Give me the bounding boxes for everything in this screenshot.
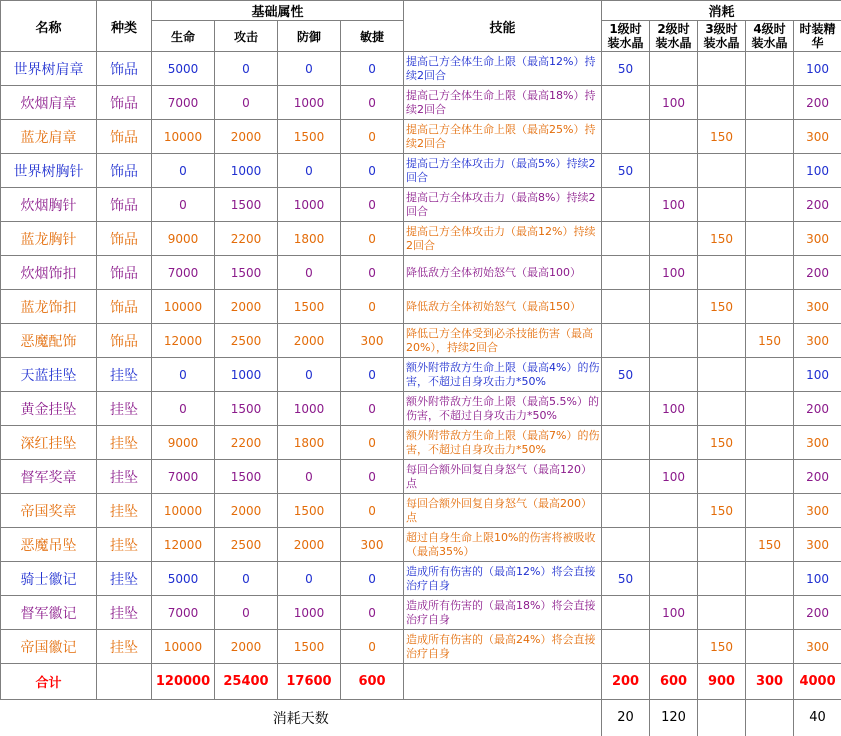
item-atk: 0 bbox=[215, 562, 278, 596]
item-cost-lv3 bbox=[698, 460, 746, 494]
item-name: 督军奖章 bbox=[1, 460, 97, 494]
item-name: 炊烟饰扣 bbox=[1, 256, 97, 290]
item-type: 挂坠 bbox=[97, 426, 152, 460]
item-essence: 200 bbox=[794, 460, 841, 494]
table-row bbox=[1, 596, 841, 630]
item-cost-lv4 bbox=[746, 562, 794, 596]
header-lv3-line2: 装水晶 bbox=[704, 36, 740, 50]
item-hp: 0 bbox=[152, 392, 215, 426]
item-cost-lv2 bbox=[650, 528, 698, 562]
item-cost-lv1 bbox=[602, 290, 650, 324]
item-essence: 200 bbox=[794, 596, 841, 630]
item-cost-lv3 bbox=[698, 392, 746, 426]
item-def: 1000 bbox=[278, 86, 341, 120]
table-row bbox=[1, 562, 841, 596]
item-cost-lv2: 100 bbox=[650, 86, 698, 120]
item-cost-lv1 bbox=[602, 392, 650, 426]
item-cost-lv3 bbox=[698, 188, 746, 222]
item-name: 帝国徽记 bbox=[1, 630, 97, 664]
total-row bbox=[1, 664, 841, 700]
item-cost-lv3 bbox=[698, 52, 746, 86]
table-row bbox=[1, 392, 841, 426]
total-skill bbox=[404, 664, 602, 700]
item-def: 1800 bbox=[278, 426, 341, 460]
item-def: 1500 bbox=[278, 290, 341, 324]
item-atk: 2200 bbox=[215, 426, 278, 460]
item-cost-lv2 bbox=[650, 562, 698, 596]
header-lv3-line1: 3级时 bbox=[705, 22, 737, 36]
header-atk: 攻击 bbox=[215, 21, 278, 52]
item-type: 饰品 bbox=[97, 120, 152, 154]
item-type: 挂坠 bbox=[97, 630, 152, 664]
item-hp: 12000 bbox=[152, 324, 215, 358]
item-type: 饰品 bbox=[97, 256, 152, 290]
item-cost-lv2 bbox=[650, 52, 698, 86]
item-cost-lv2 bbox=[650, 494, 698, 528]
header-lv2 bbox=[650, 21, 698, 52]
item-def: 1000 bbox=[278, 596, 341, 630]
item-cost-lv4 bbox=[746, 494, 794, 528]
item-cost-lv2 bbox=[650, 426, 698, 460]
item-cost-lv4 bbox=[746, 86, 794, 120]
table-row bbox=[1, 222, 841, 256]
item-name: 帝国奖章 bbox=[1, 494, 97, 528]
days-row bbox=[1, 700, 841, 736]
item-hp: 0 bbox=[152, 358, 215, 392]
item-skill: 造成所有伤害的（最高12%）将会直接治疗自身 bbox=[404, 562, 602, 596]
item-cost-lv1 bbox=[602, 426, 650, 460]
item-skill: 造成所有伤害的（最高24%）将会直接治疗自身 bbox=[404, 630, 602, 664]
item-hp: 5000 bbox=[152, 562, 215, 596]
item-atk: 1500 bbox=[215, 188, 278, 222]
item-cost-lv3: 150 bbox=[698, 222, 746, 256]
table-row bbox=[1, 630, 841, 664]
item-def: 0 bbox=[278, 562, 341, 596]
item-name: 蓝龙肩章 bbox=[1, 120, 97, 154]
item-atk: 2000 bbox=[215, 120, 278, 154]
item-essence: 100 bbox=[794, 358, 841, 392]
days-essence: 40 bbox=[794, 700, 841, 736]
item-hp: 7000 bbox=[152, 256, 215, 290]
item-hp: 10000 bbox=[152, 494, 215, 528]
item-atk: 2200 bbox=[215, 222, 278, 256]
item-skill: 超过自身生命上限10%的伤害将被吸收（最高35%） bbox=[404, 528, 602, 562]
item-cost-lv1 bbox=[602, 494, 650, 528]
item-cost-lv3 bbox=[698, 154, 746, 188]
total-c2: 600 bbox=[650, 664, 698, 700]
item-cost-lv1 bbox=[602, 324, 650, 358]
days-c2: 120 bbox=[650, 700, 698, 736]
item-skill: 每回合额外回复自身怒气（最高120）点 bbox=[404, 460, 602, 494]
item-name: 世界树肩章 bbox=[1, 52, 97, 86]
item-cost-lv2 bbox=[650, 630, 698, 664]
item-essence: 100 bbox=[794, 562, 841, 596]
item-atk: 1000 bbox=[215, 154, 278, 188]
item-cost-lv1 bbox=[602, 630, 650, 664]
total-agi: 600 bbox=[341, 664, 404, 700]
item-name: 蓝龙饰扣 bbox=[1, 290, 97, 324]
table-row bbox=[1, 290, 841, 324]
total-type bbox=[97, 664, 152, 700]
item-def: 1500 bbox=[278, 630, 341, 664]
item-essence: 200 bbox=[794, 86, 841, 120]
item-type: 饰品 bbox=[97, 86, 152, 120]
item-cost-lv3 bbox=[698, 528, 746, 562]
item-cost-lv4: 150 bbox=[746, 528, 794, 562]
item-cost-lv1: 50 bbox=[602, 52, 650, 86]
item-cost-lv1 bbox=[602, 120, 650, 154]
item-essence: 300 bbox=[794, 426, 841, 460]
header-lv1-line1: 1级时 bbox=[609, 22, 641, 36]
item-skill: 额外附带敌方生命上限（最高4%）的伤害，不超过自身攻击力*50% bbox=[404, 358, 602, 392]
item-skill: 提高己方全体生命上限（最高18%）持续2回合 bbox=[404, 86, 602, 120]
item-type: 饰品 bbox=[97, 188, 152, 222]
item-def: 0 bbox=[278, 52, 341, 86]
item-cost-lv1: 50 bbox=[602, 154, 650, 188]
total-c3: 900 bbox=[698, 664, 746, 700]
item-type: 饰品 bbox=[97, 52, 152, 86]
item-skill: 提高己方全体攻击力（最高12%）持续2回合 bbox=[404, 222, 602, 256]
item-agi: 0 bbox=[341, 494, 404, 528]
item-essence: 200 bbox=[794, 256, 841, 290]
item-atk: 0 bbox=[215, 86, 278, 120]
item-cost-lv1 bbox=[602, 256, 650, 290]
item-agi: 0 bbox=[341, 290, 404, 324]
header-lv2-line2: 装水晶 bbox=[656, 36, 692, 50]
header-base-attrs: 基础属性 bbox=[152, 1, 404, 21]
item-essence: 300 bbox=[794, 528, 841, 562]
item-agi: 0 bbox=[341, 188, 404, 222]
item-skill: 造成所有伤害的（最高18%）将会直接治疗自身 bbox=[404, 596, 602, 630]
total-def: 17600 bbox=[278, 664, 341, 700]
item-skill: 额外附带敌方生命上限（最高7%）的伤害，不超过自身攻击力*50% bbox=[404, 426, 602, 460]
item-atk: 2500 bbox=[215, 528, 278, 562]
total-essence: 4000 bbox=[794, 664, 841, 700]
table-row bbox=[1, 528, 841, 562]
item-type: 饰品 bbox=[97, 324, 152, 358]
item-hp: 7000 bbox=[152, 86, 215, 120]
item-def: 0 bbox=[278, 154, 341, 188]
header-essence-line1: 时装精 bbox=[800, 22, 836, 36]
item-def: 1800 bbox=[278, 222, 341, 256]
item-essence: 100 bbox=[794, 52, 841, 86]
item-type: 挂坠 bbox=[97, 392, 152, 426]
item-skill: 降低己方全体受到必杀技能伤害（最高20%），持续2回合 bbox=[404, 324, 602, 358]
item-hp: 9000 bbox=[152, 222, 215, 256]
item-agi: 300 bbox=[341, 324, 404, 358]
item-essence: 300 bbox=[794, 324, 841, 358]
header-lv2-line1: 2级时 bbox=[657, 22, 689, 36]
item-essence: 200 bbox=[794, 392, 841, 426]
item-cost-lv4 bbox=[746, 460, 794, 494]
header-skill: 技能 bbox=[404, 1, 602, 52]
item-cost-lv3: 150 bbox=[698, 290, 746, 324]
item-agi: 0 bbox=[341, 154, 404, 188]
item-atk: 0 bbox=[215, 52, 278, 86]
item-skill: 降低敌方全体初始怒气（最高150） bbox=[404, 290, 602, 324]
item-cost-lv2: 100 bbox=[650, 392, 698, 426]
item-skill: 提高己方全体攻击力（最高8%）持续2回合 bbox=[404, 188, 602, 222]
item-agi: 0 bbox=[341, 596, 404, 630]
item-cost-lv3 bbox=[698, 562, 746, 596]
item-atk: 2000 bbox=[215, 290, 278, 324]
item-cost-lv1 bbox=[602, 596, 650, 630]
item-name: 炊烟肩章 bbox=[1, 86, 97, 120]
item-name: 骑士徽记 bbox=[1, 562, 97, 596]
item-type: 饰品 bbox=[97, 222, 152, 256]
item-cost-lv4 bbox=[746, 256, 794, 290]
item-hp: 7000 bbox=[152, 460, 215, 494]
item-cost-lv3: 150 bbox=[698, 630, 746, 664]
item-cost-lv4 bbox=[746, 154, 794, 188]
item-skill: 提高己方全体生命上限（最高12%）持续2回合 bbox=[404, 52, 602, 86]
item-name: 督军徽记 bbox=[1, 596, 97, 630]
item-name: 恶魔配饰 bbox=[1, 324, 97, 358]
item-essence: 300 bbox=[794, 120, 841, 154]
item-essence: 300 bbox=[794, 494, 841, 528]
item-name: 深红挂坠 bbox=[1, 426, 97, 460]
total-atk: 25400 bbox=[215, 664, 278, 700]
item-cost-lv3: 150 bbox=[698, 120, 746, 154]
item-hp: 5000 bbox=[152, 52, 215, 86]
item-type: 挂坠 bbox=[97, 528, 152, 562]
item-agi: 0 bbox=[341, 120, 404, 154]
item-agi: 0 bbox=[341, 222, 404, 256]
item-name: 天蓝挂坠 bbox=[1, 358, 97, 392]
item-name: 恶魔吊坠 bbox=[1, 528, 97, 562]
total-c1: 200 bbox=[602, 664, 650, 700]
item-hp: 9000 bbox=[152, 426, 215, 460]
item-cost-lv3: 150 bbox=[698, 426, 746, 460]
item-cost-lv1 bbox=[602, 222, 650, 256]
item-cost-lv4 bbox=[746, 426, 794, 460]
item-def: 1000 bbox=[278, 392, 341, 426]
item-cost-lv1 bbox=[602, 86, 650, 120]
item-cost-lv4 bbox=[746, 596, 794, 630]
item-cost-lv2: 100 bbox=[650, 596, 698, 630]
item-cost-lv2: 100 bbox=[650, 460, 698, 494]
header-agi: 敏捷 bbox=[341, 21, 404, 52]
item-type: 饰品 bbox=[97, 154, 152, 188]
item-cost-lv4 bbox=[746, 290, 794, 324]
item-atk: 1500 bbox=[215, 392, 278, 426]
item-name: 炊烟胸针 bbox=[1, 188, 97, 222]
item-cost-lv3: 150 bbox=[698, 494, 746, 528]
item-cost-lv3 bbox=[698, 324, 746, 358]
item-cost-lv2 bbox=[650, 120, 698, 154]
item-type: 挂坠 bbox=[97, 460, 152, 494]
item-agi: 0 bbox=[341, 562, 404, 596]
item-cost-lv4 bbox=[746, 120, 794, 154]
item-hp: 10000 bbox=[152, 120, 215, 154]
item-hp: 12000 bbox=[152, 528, 215, 562]
table-row bbox=[1, 188, 841, 222]
item-name: 蓝龙胸针 bbox=[1, 222, 97, 256]
item-def: 0 bbox=[278, 358, 341, 392]
header-lv4-line2: 装水晶 bbox=[752, 36, 788, 50]
header-lv4-line1: 4级时 bbox=[753, 22, 785, 36]
item-cost-lv2 bbox=[650, 222, 698, 256]
item-essence: 300 bbox=[794, 222, 841, 256]
item-atk: 2500 bbox=[215, 324, 278, 358]
item-cost-lv3 bbox=[698, 596, 746, 630]
item-atk: 2000 bbox=[215, 630, 278, 664]
item-cost-lv4: 150 bbox=[746, 324, 794, 358]
item-cost-lv4 bbox=[746, 630, 794, 664]
header-essence bbox=[794, 21, 841, 52]
header-hp: 生命 bbox=[152, 21, 215, 52]
item-cost-lv1 bbox=[602, 188, 650, 222]
item-skill: 提高己方全体生命上限（最高25%）持续2回合 bbox=[404, 120, 602, 154]
item-def: 0 bbox=[278, 460, 341, 494]
item-skill: 降低敌方全体初始怒气（最高100） bbox=[404, 256, 602, 290]
item-cost-lv1 bbox=[602, 460, 650, 494]
item-agi: 0 bbox=[341, 630, 404, 664]
item-type: 挂坠 bbox=[97, 494, 152, 528]
header-lv1-line2: 装水晶 bbox=[608, 36, 644, 50]
item-cost-lv3 bbox=[698, 256, 746, 290]
table-row bbox=[1, 86, 841, 120]
item-cost-lv3 bbox=[698, 358, 746, 392]
item-agi: 0 bbox=[341, 460, 404, 494]
item-cost-lv4 bbox=[746, 222, 794, 256]
item-def: 0 bbox=[278, 256, 341, 290]
item-agi: 0 bbox=[341, 256, 404, 290]
item-def: 2000 bbox=[278, 324, 341, 358]
item-skill: 额外附带敌方生命上限（最高5.5%）的伤害，不超过自身攻击力*50% bbox=[404, 392, 602, 426]
item-atk: 2000 bbox=[215, 494, 278, 528]
item-def: 2000 bbox=[278, 528, 341, 562]
item-hp: 0 bbox=[152, 188, 215, 222]
item-hp: 10000 bbox=[152, 630, 215, 664]
item-cost-lv2 bbox=[650, 324, 698, 358]
item-atk: 0 bbox=[215, 596, 278, 630]
item-agi: 0 bbox=[341, 86, 404, 120]
header-lv4 bbox=[746, 21, 794, 52]
header-def: 防御 bbox=[278, 21, 341, 52]
item-cost-lv2 bbox=[650, 358, 698, 392]
item-skill: 每回合额外回复自身怒气（最高200）点 bbox=[404, 494, 602, 528]
item-cost-lv4 bbox=[746, 188, 794, 222]
item-def: 1500 bbox=[278, 494, 341, 528]
item-cost-lv2: 100 bbox=[650, 188, 698, 222]
item-agi: 300 bbox=[341, 528, 404, 562]
header-type: 种类 bbox=[97, 1, 152, 52]
header-name: 名称 bbox=[1, 1, 97, 52]
item-hp: 10000 bbox=[152, 290, 215, 324]
item-essence: 300 bbox=[794, 290, 841, 324]
header-cost: 消耗 bbox=[602, 1, 841, 21]
item-cost-lv4 bbox=[746, 52, 794, 86]
item-type: 挂坠 bbox=[97, 358, 152, 392]
table-row bbox=[1, 154, 841, 188]
item-type: 饰品 bbox=[97, 290, 152, 324]
item-atk: 1500 bbox=[215, 256, 278, 290]
days-c1: 20 bbox=[602, 700, 650, 736]
table-row bbox=[1, 358, 841, 392]
item-name: 世界树胸针 bbox=[1, 154, 97, 188]
item-cost-lv1: 50 bbox=[602, 358, 650, 392]
total-c4: 300 bbox=[746, 664, 794, 700]
item-def: 1500 bbox=[278, 120, 341, 154]
item-type: 挂坠 bbox=[97, 562, 152, 596]
item-hp: 7000 bbox=[152, 596, 215, 630]
days-label: 消耗天数 bbox=[1, 700, 602, 736]
item-essence: 200 bbox=[794, 188, 841, 222]
days-c4 bbox=[746, 700, 794, 736]
header-lv3 bbox=[698, 21, 746, 52]
item-skill: 提高己方全体攻击力（最高5%）持续2回合 bbox=[404, 154, 602, 188]
item-atk: 1500 bbox=[215, 460, 278, 494]
item-cost-lv1 bbox=[602, 528, 650, 562]
table-row bbox=[1, 324, 841, 358]
header-essence-line2: 华 bbox=[812, 36, 824, 50]
item-essence: 300 bbox=[794, 630, 841, 664]
item-name: 黄金挂坠 bbox=[1, 392, 97, 426]
table-row bbox=[1, 460, 841, 494]
header-lv1 bbox=[602, 21, 650, 52]
item-agi: 0 bbox=[341, 358, 404, 392]
item-def: 1000 bbox=[278, 188, 341, 222]
table-row bbox=[1, 256, 841, 290]
item-cost-lv1: 50 bbox=[602, 562, 650, 596]
table-row bbox=[1, 494, 841, 528]
item-cost-lv2 bbox=[650, 154, 698, 188]
item-agi: 0 bbox=[341, 392, 404, 426]
item-essence: 100 bbox=[794, 154, 841, 188]
table-row bbox=[1, 426, 841, 460]
item-cost-lv4 bbox=[746, 358, 794, 392]
item-atk: 1000 bbox=[215, 358, 278, 392]
table-row bbox=[1, 120, 841, 154]
item-agi: 0 bbox=[341, 52, 404, 86]
total-label: 合计 bbox=[1, 664, 97, 700]
item-cost-lv2: 100 bbox=[650, 256, 698, 290]
total-hp: 120000 bbox=[152, 664, 215, 700]
item-cost-lv2 bbox=[650, 290, 698, 324]
item-cost-lv3 bbox=[698, 86, 746, 120]
item-cost-lv4 bbox=[746, 392, 794, 426]
days-c3 bbox=[698, 700, 746, 736]
item-agi: 0 bbox=[341, 426, 404, 460]
item-type: 挂坠 bbox=[97, 596, 152, 630]
item-hp: 0 bbox=[152, 154, 215, 188]
table-row bbox=[1, 52, 841, 86]
